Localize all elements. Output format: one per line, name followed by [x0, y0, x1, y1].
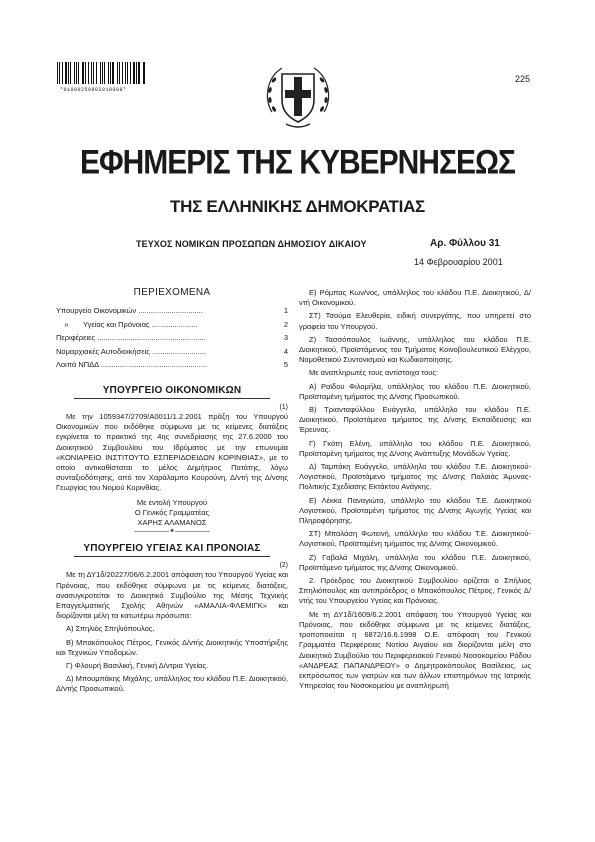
barcode-bar — [112, 62, 114, 84]
barcode-bar — [96, 62, 98, 84]
toc-item-page: 5 — [283, 360, 288, 370]
paragraph: Με την 1059347/2709/Α0011/1.2.2001 πράξη του Υπουργού Οικονομικών που εκδόθηκε σύμφωνα με τις κείμενες διατάξεις εγκρίνεται το πρακτικό της 4ης συνεδρίασης της 27.6.2000 του Διοικητικού Συμβουλίου του Ιδρύματος με την επωνυμία «ΚΟΝΙΑΡΕΙΟ ΙΝΣΤΙΤΟΥΤΟ ΕΣΠΕΡΙΔΟΕΙΔΩΝ ΚΟΡΙΝΘΙΑΣ», με το οποίο αντικαθίσταται το μέλος Δημήτριος Πατάτης, λόγω συνταξιοδότησης, από τον Χαράλαμπο Κουρούνη, Δ/ντή της Δ/νσης Γεωργίας του Νομού Κορινθίας. — [56, 411, 288, 493]
paragraph: Γ) Γκότη Ελένη, υπάλληλο του κλάδου Π.Ε. Διοικητικού, Προϊσταμένη τμήματος της Δ/νσης Ανάπτυξης Μονάδων Υγείας. — [299, 438, 531, 458]
paragraph: Με τη ΔΥ1δ/20227/06/6.2.2001 απόφαση του Υπουργού Υγείας και Πρόνοιας, που εκδόθηκε σύμφωνα με τις κείμενες διατάξεις, ανασυγκροτείται το Διοικητικό Συμβούλιο της Μέσης Τεχνικής Επαγγελματικής Σχολής Αθηνών «ΑΜΑΛΙΑ-ΦΛΕΜΙΓΚ» και διορίζονται μέλη τα κατωτέρω πρόσωπα: — [56, 570, 288, 621]
barcode-bar — [136, 62, 137, 84]
barcode-bar — [88, 62, 89, 84]
barcode-bar — [82, 62, 84, 84]
paragraph: 2. Πρόεδρος του Διοικητικού Συμβουλίου ορίζεται ο Σπήλιος Σπηλιόπουλος και αντιπρόεδρος ο Μπακόπουλος Πέτρος, Γενικός Δ/ντής του Υπουργείου Υγείας και Πρόνοιας. — [299, 576, 531, 606]
barcode-bar — [68, 62, 69, 84]
section-rule — [74, 556, 270, 557]
table-of-contents — [56, 304, 288, 372]
issue-date: 14 Φεβρουαρίου 2001 — [414, 257, 503, 267]
barcode-bar — [143, 62, 144, 84]
coat-of-arms-emblem — [262, 60, 334, 132]
barcode-bar — [144, 62, 145, 84]
toc-item-label: » Υγείας και Πρόνοιας ...................... — [56, 319, 198, 329]
decision-marker: (1) — [279, 403, 288, 411]
barcode-number: *01000250802010008* — [60, 87, 127, 93]
barcode-bar — [119, 62, 120, 84]
paragraph: Ε) Λέκκα Παναγιώτα, υπάλληλο του κλάδου Τ.Ε. Διοικητικού Λογιστικού, Προϊσταμένη τμήματος της Δ/νσης Αγωγής Υγείας και Πληροφόρησης. — [299, 495, 531, 526]
toc-item-label: Λοιπά ΝΠΔΔ ................................................... — [56, 360, 208, 370]
paragraph: Ε) Ρόμπας Κων/νος, υπάλληλος του κλάδου Π.Ε. Διοικητικού, Δ/ντή Οικονομικού. — [299, 288, 531, 308]
barcode-bar — [57, 62, 58, 84]
barcode-bar — [127, 62, 128, 84]
toc-heading: ΠΕΡΙΕΧΟΜΕΝΑ — [133, 287, 211, 298]
paragraph: Β) Μπακόπουλος Πέτρος, Γενικός Δ/ντής Διοικητικής Υποστήριξης και Τεχνικών Υποδομών. — [56, 637, 288, 657]
barcode-bar — [76, 62, 77, 84]
barcode-bar — [65, 62, 67, 84]
toc-item-label: Περιφέρειες .................................................... — [56, 333, 206, 343]
right-column — [299, 288, 531, 691]
sheet-number: Αρ. Φύλλου 31 — [430, 238, 500, 249]
page-number: 225 — [515, 74, 531, 84]
barcode-bar — [133, 62, 135, 84]
toc-item-page: 4 — [283, 346, 288, 356]
section-title-health: ΥΠΟΥΡΓΕΙΟ ΥΓΕΙΑΣ ΚΑΙ ΠΡΟΝΟΙΑΣ — [83, 543, 261, 555]
signature-name: ΧΑΡΗΣ ΑΛΑΜΑΝΟΣ — [137, 517, 207, 527]
paragraph: Με τη ΔΥ1δ/1609/6.2.2001 απόφαση του Υπουργού Υγείας και Πρόνοιας, που εκδόθηκε σύμφωνα με τις κείμενες διατάξεις, τροποποιείται η 6872/16.6.1998 Ο.Ε. απόφαση του Γενικού Γραμματέα Περιφέρειας Νοτίου Αιγαίου και διορίζονται μέλη στο Διοικητικό Συμβούλιο του Περιφερειακού Γενικού Νοσοκομείου Ρόδου «ΑΝΔΡΕΑΣ ΠΑΠΑΝΔΡΕΟΥ» ο Δημητρακόπουλος Βασίλειος, ως εκπρόσωπος των γιατρών και των άλλων επιστημόνων της Ιατρικής Υπηρεσίας του Νοσοκομείου με αναπληρωτή — [299, 609, 531, 691]
signature-line: Με εντολή Υπουργού — [136, 497, 208, 507]
gazette-subtitle: ΤΗΣ ΕΛΛΗΝΙΚΗΣ ΔΗΜΟΚΡΑΤΙΑΣ — [170, 197, 425, 216]
toc-item — [56, 345, 288, 359]
barcode-bar — [110, 62, 111, 84]
paragraph: Α) Ραϊδου Φιλομήλα, υπάλληλος του κλάδου Π.Ε. Διοικητικού, Προϊσταμένη τμήματος της Δ/νσης Προσωπικού. — [299, 381, 531, 401]
barcode-bar — [85, 62, 86, 84]
paragraph: Α) Σπηλιός Σπηλιόπουλος. — [66, 624, 155, 634]
toc-item-label: Υπουργείο Οικονομικών ............................... — [56, 306, 203, 316]
section-title-finance: ΥΠΟΥΡΓΕΙΟ ΟΙΚΟΝΟΜΙΚΩΝ — [102, 384, 242, 396]
paragraph: Δ) Μπουμπάκης Μιχάλης, υπάλληλος του κλάδου Π.Ε. Διοικητικού, Δ/ντής Προσωπικού. — [56, 674, 288, 694]
barcode-bar — [117, 62, 118, 84]
paragraph: Γ) Φλουρή Βασιλική, Γενική Δ/ντρια Υγείας. — [66, 660, 209, 670]
barcode-bar — [59, 62, 60, 84]
paragraph: Με αναπληρωτές τους αντίστοιχα τους: — [309, 368, 439, 378]
barcode — [57, 62, 147, 84]
decision-marker: (2) — [279, 562, 288, 570]
barcode-bar — [100, 62, 101, 84]
gazette-title: ΕΦΗΜΕΡΙΣ ΤΗΣ ΚΥΒΕΡΝΗΣΕΩΣ — [79, 143, 516, 182]
separator: —————✦————— — [134, 528, 210, 536]
paragraph: Δ) Ταμπάκη Ευάγγελο, υπάλληλο του κλάδου Τ.Ε. Διοικητικού-Λογιστικού, Προϊστάμενο τμήματος της Δ/νσης Παλαιάς Άμυνας-Πολιτικής Σχεδίασης Εκτάκτου Ανάγκης. — [299, 462, 531, 492]
barcode-bar — [70, 62, 71, 84]
barcode-bar — [93, 62, 94, 84]
barcode-bar — [108, 62, 109, 84]
barcode-bar — [62, 62, 63, 84]
section-rule — [74, 398, 270, 399]
barcode-bar — [74, 62, 75, 84]
barcode-bar — [122, 62, 123, 84]
barcode-bar — [125, 62, 126, 84]
left-column — [56, 288, 288, 695]
toc-item — [56, 304, 288, 318]
barcode-bar — [104, 62, 105, 84]
signature-line: Ο Γενικός Γραμματέας — [134, 507, 210, 517]
barcode-bar — [78, 62, 79, 84]
toc-item-page: 2 — [283, 319, 288, 329]
paragraph: ΣΤ) Τσούμα Ελευθερία, ειδική συνεργάτης, που υπηρετεί στο γραφείο του Υπουργού. — [299, 311, 531, 331]
barcode-bar — [130, 62, 131, 84]
paragraph: ΣΤ) Μπαλάση Φωτεινή, υπάλληλο του κλάδου Τ.Ε. Διοικητικού-Λογιστικού, Προϊσταμένη τμήματος της Δ/νσης Οικονομικού. — [299, 529, 531, 549]
barcode-bar — [138, 62, 139, 84]
toc-item-page: 3 — [283, 333, 288, 343]
paragraph: Β) Τριανταφύλλου Ευάγγελο, υπάλληλο του κλάδου Π.Ε. Διοικητικού, Προϊστάμενο τμήματος της Δ/νσης Εκπαίδευσης και Έρευνας. — [299, 405, 531, 435]
toc-item-label: Νομαρχιακές Αυτοδιοικήσεις .......................... — [56, 346, 207, 356]
toc-item — [56, 318, 288, 332]
toc-item-page: 1 — [283, 306, 288, 316]
toc-item — [56, 358, 288, 372]
paragraph: Ζ) Γαβαλά Μιχάλη, υπάλληλο του κλάδου Π.Ε. Διοικητικού, Προϊστάμενο τμήματος της Δ/νσης Οικονομικού. — [299, 552, 531, 572]
barcode-bar — [91, 62, 92, 84]
barcode-bar — [102, 62, 103, 84]
issue-series: ΤΕΥΧΟΣ ΝΟΜΙΚΩΝ ΠΡΟΣΩΠΩΝ ΔΗΜΟΣΙΟΥ ΔΙΚΑΙΟΥ — [136, 239, 367, 249]
paragraph: Ζ) Τασσόπουλος Ιωάννης, υπάλληλος του κλάδου Π.Ε. Διοικητικού, Προϊστάμενος του Τμήματος Κοινοβουλευτικού Ελέγχου, Νομοθετικού Συντονισμού και Κωδικοποίησης. — [299, 334, 531, 365]
toc-item — [56, 331, 288, 345]
